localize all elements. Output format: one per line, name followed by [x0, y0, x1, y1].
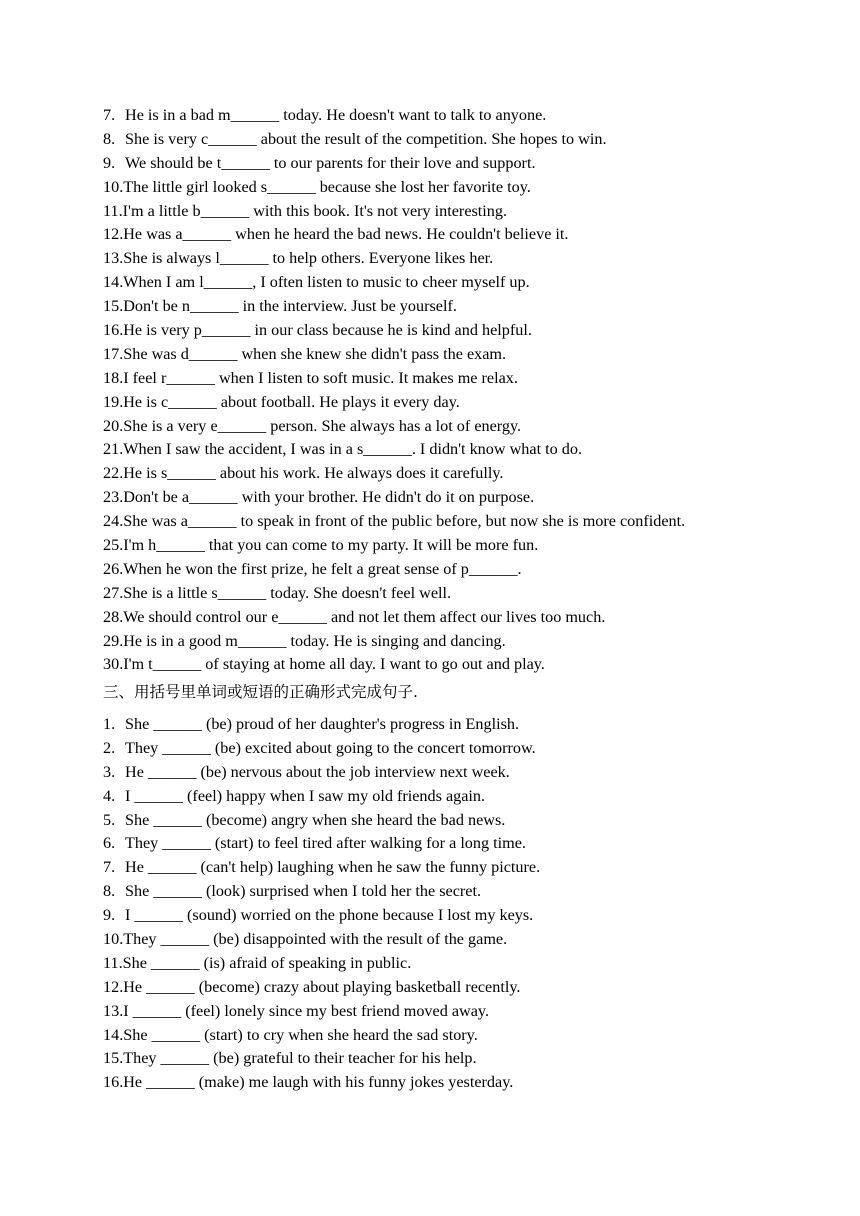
- item-text: When I am l______, I often listen to music to cheer myself up.: [123, 273, 530, 292]
- section3-item: [103, 761, 843, 785]
- section3-item: [103, 928, 843, 952]
- item-text: She is always l______ to help others. Everyone likes her.: [123, 249, 494, 268]
- section3-item: [103, 832, 843, 856]
- item-text: I'm h______ that you can come to my party. It will be more fun.: [123, 536, 539, 555]
- section2-item: [103, 653, 843, 677]
- section2-item: [103, 319, 843, 343]
- item-text: They ______ (be) grateful to their teacher for his help.: [123, 1049, 477, 1068]
- item-text: He is very p______ in our class because he is kind and helpful.: [123, 321, 532, 340]
- item-text: I'm t______ of staying at home all day. I want to go out and play.: [123, 655, 545, 674]
- section3-item: [103, 1024, 843, 1048]
- section3-item: [103, 952, 843, 976]
- item-text: Don't be a______ with your brother. He didn't do it on purpose.: [123, 488, 535, 507]
- item-text: They ______ (be) disappointed with the result of the game.: [123, 930, 508, 949]
- item-text: He ______ (be) nervous about the job interview next week.: [125, 762, 510, 781]
- section3-item: [103, 737, 843, 761]
- item-number: 16.: [103, 1073, 124, 1092]
- item-number: 20.: [103, 416, 124, 435]
- item-text: He is s______ about his work. He always does it carefully.: [123, 464, 504, 483]
- item-number: 30.: [103, 655, 124, 674]
- item-text: He was a______ when he heard the bad news. He couldn't believe it.: [123, 225, 569, 244]
- item-text: She is a little s______ today. She doesn't feel well.: [123, 583, 452, 602]
- item-text: She is very c______ about the result of the competition. She hopes to win.: [125, 129, 607, 148]
- item-number: 2.: [103, 738, 116, 757]
- item-number: 8.: [103, 882, 116, 901]
- section3-item: [103, 904, 843, 928]
- section2-item: [103, 582, 843, 606]
- item-number: 11.: [103, 953, 123, 972]
- section2-item: [103, 606, 843, 630]
- section3-item: [103, 1047, 843, 1071]
- section3-item: [103, 880, 843, 904]
- section2-item: [103, 438, 843, 462]
- item-number: 4.: [103, 786, 116, 805]
- item-text: I'm a little b______ with this book. It's not very interesting.: [122, 201, 508, 220]
- item-number: 1.: [103, 715, 116, 733]
- item-text: We should control our e______ and not let them affect our lives too much.: [123, 607, 606, 626]
- section3-item: [103, 713, 843, 737]
- item-text: She ______ (be) proud of her daughter's progress in English.: [125, 715, 520, 733]
- item-text: Don't be n______ in the interview. Just be yourself.: [123, 297, 457, 316]
- item-number: 22.: [103, 464, 124, 483]
- item-text: They ______ (start) to feel tired after walking for a long time.: [125, 834, 526, 853]
- section3-item: [103, 809, 843, 833]
- item-text: He ______ (make) me laugh with his funny jokes yesterday.: [123, 1073, 514, 1092]
- item-number: 26.: [103, 559, 124, 578]
- item-number: 14.: [103, 273, 124, 292]
- item-number: 12.: [103, 977, 124, 996]
- item-number: 15.: [103, 1049, 124, 1068]
- item-text: I feel r______ when I listen to soft music. It makes me relax.: [123, 368, 518, 387]
- item-text: She ______ (look) surprised when I told her the secret.: [125, 882, 482, 901]
- section2-item: [103, 176, 843, 200]
- item-number: 10.: [103, 177, 124, 196]
- item-text: We should be t______ to our parents for their love and support.: [125, 153, 536, 172]
- item-number: 13.: [103, 1001, 124, 1020]
- item-text: I ______ (sound) worried on the phone because I lost my keys.: [125, 906, 534, 925]
- item-number: 27.: [103, 583, 124, 602]
- item-text: I ______ (feel) happy when I saw my old friends again.: [125, 786, 486, 805]
- section3-heading: 三、用括号里单词或短语的正确形式完成句子.: [103, 683, 418, 701]
- section3-list: [103, 713, 843, 1095]
- item-text: I ______ (feel) lonely since my best friend moved away.: [123, 1001, 489, 1020]
- section2-item: [103, 200, 843, 224]
- item-text: He is c______ about football. He plays it every day.: [123, 392, 460, 411]
- item-number: 28.: [103, 607, 124, 626]
- item-number: 8.: [103, 129, 116, 148]
- item-number: 14.: [103, 1025, 124, 1044]
- item-number: 13.: [103, 249, 124, 268]
- section3-item: [103, 1071, 843, 1095]
- item-number: 15.: [103, 297, 124, 316]
- item-number: 12.: [103, 225, 124, 244]
- item-text: She ______ (is) afraid of speaking in public.: [122, 953, 412, 972]
- item-number: 3.: [103, 762, 116, 781]
- section2-item: [103, 630, 843, 654]
- section2-item: [103, 223, 843, 247]
- section3-item: [103, 976, 843, 1000]
- section2-item: [103, 534, 843, 558]
- item-text: She was d______ when she knew she didn't pass the exam.: [123, 344, 507, 363]
- section3-item: [103, 1000, 843, 1024]
- section3-item: [103, 785, 843, 809]
- item-number: 16.: [103, 321, 124, 340]
- item-number: 25.: [103, 536, 124, 555]
- item-text: They ______ (be) excited about going to the concert tomorrow.: [125, 738, 536, 757]
- section2-item: [103, 295, 843, 319]
- item-text: The little girl looked s______ because she lost her favorite toy.: [123, 177, 531, 196]
- section2-item: [103, 367, 843, 391]
- item-number: 7.: [103, 106, 116, 124]
- item-number: 9.: [103, 906, 116, 925]
- item-text: She ______ (become) angry when she heard the bad news.: [125, 810, 506, 829]
- section2-item: [103, 152, 843, 176]
- item-text: He ______ (become) crazy about playing basketball recently.: [123, 977, 521, 996]
- item-text: He ______ (can't help) laughing when he saw the funny picture.: [125, 858, 541, 877]
- section2-item: [103, 128, 843, 152]
- section2-item: [103, 247, 843, 271]
- section2-item: [103, 271, 843, 295]
- item-text: He is in a good m______ today. He is singing and dancing.: [123, 631, 506, 650]
- item-number: 10.: [103, 930, 124, 949]
- item-number: 17.: [103, 344, 124, 363]
- item-text: She ______ (start) to cry when she heard the sad story.: [123, 1025, 478, 1044]
- item-text: When I saw the accident, I was in a s______. I didn't know what to do.: [123, 440, 582, 459]
- item-number: 18.: [103, 368, 124, 387]
- item-text: He is in a bad m______ today. He doesn't want to talk to anyone.: [125, 106, 547, 124]
- item-number: 29.: [103, 631, 124, 650]
- section3-item: [103, 856, 843, 880]
- item-number: 6.: [103, 834, 116, 853]
- item-number: 19.: [103, 392, 124, 411]
- section2-list: [103, 104, 843, 677]
- item-number: 9.: [103, 153, 116, 172]
- section2-item: [103, 391, 843, 415]
- section2-item: [103, 343, 843, 367]
- section2-item: [103, 415, 843, 439]
- section2-item: [103, 558, 843, 582]
- section2-item: [103, 510, 843, 534]
- item-text: She was a______ to speak in front of the public before, but now she is more confident.: [123, 512, 686, 531]
- section2-item: [103, 486, 843, 510]
- item-text: She is a very e______ person. She always has a lot of energy.: [123, 416, 522, 435]
- item-text: When he won the first prize, he felt a great sense of p______.: [123, 559, 522, 578]
- section2-item: [103, 462, 843, 486]
- item-number: 23.: [103, 488, 124, 507]
- item-number: 5.: [103, 810, 116, 829]
- item-number: 11.: [103, 201, 123, 220]
- item-number: 24.: [103, 512, 124, 531]
- section2-item: [103, 104, 843, 128]
- item-number: 7.: [103, 858, 116, 877]
- item-number: 21.: [103, 440, 124, 459]
